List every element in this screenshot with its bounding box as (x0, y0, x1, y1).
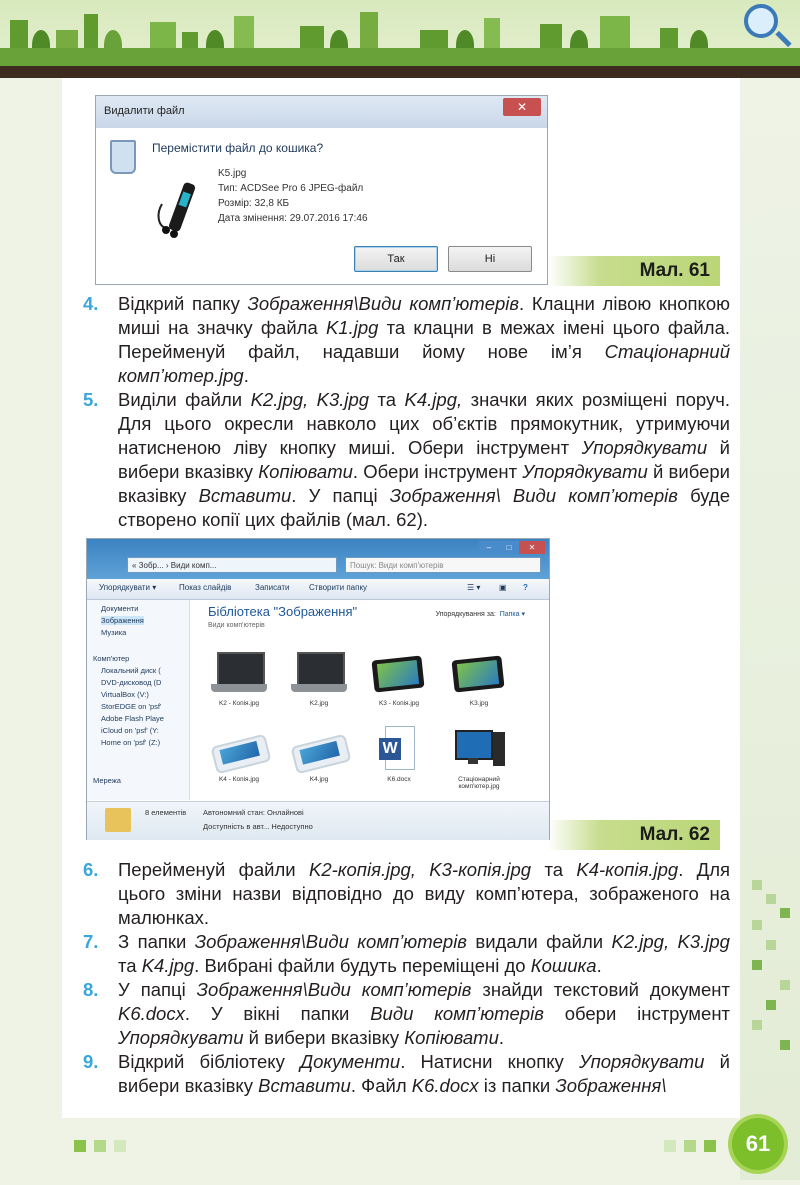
maximize-icon[interactable]: □ (499, 541, 519, 554)
file-area (190, 600, 549, 800)
file-date: Дата змінення: 29.07.2016 17:46 (218, 213, 368, 224)
file-label: Стаціонарний комп'ютер.jpg (458, 776, 500, 790)
slideshow-button[interactable]: Показ слайдів (179, 583, 232, 592)
no-button[interactable]: Ні (448, 246, 532, 272)
step-text: K2.jpg, K3.jpg (250, 389, 370, 410)
help-icon[interactable]: ? (523, 583, 528, 592)
side-decoration (740, 80, 800, 1180)
step-text: значки яких розміщені поруч. Для цього окресли навколо цих об’єктів прямокутник, утримуючи натисненою ліву кнопку миші. Обери інструмент (118, 389, 730, 458)
step-text: Упорядкувати (522, 461, 648, 482)
tablet-icon (451, 650, 507, 696)
minimize-icon[interactable]: – (479, 541, 499, 554)
step-text: Зображення\ (555, 1075, 667, 1096)
organize-button[interactable]: Упорядкувати ▾ (99, 583, 157, 592)
address-bar[interactable]: « Зобр... › Види комп... (127, 557, 337, 573)
step-text: K1.jpg (325, 317, 379, 338)
file-label: K2 - Копія.jpg (218, 700, 260, 707)
file-item[interactable] (364, 726, 434, 783)
nav-item-home[interactable]: Home on 'psf' (Z:) (101, 738, 161, 747)
nav-item-virtualbox[interactable]: VirtualBox (V:) (101, 690, 149, 699)
library-subtitle: Види комп'ютерів (208, 622, 265, 629)
explorer-window (86, 538, 550, 840)
step-text: Упорядкувати (581, 437, 708, 458)
step-number: 5. (83, 389, 99, 410)
step-number: 7. (83, 931, 99, 952)
step-text: Зображення\Види комп’ютерів (247, 293, 520, 314)
step-text: Відкрий папку (118, 293, 248, 314)
search-input[interactable]: Пошук: Види комп'ютерів (345, 557, 541, 573)
delete-file-dialog (95, 95, 548, 285)
step-text: Вставити (198, 485, 292, 506)
new-folder-button[interactable]: Створити папку (309, 583, 368, 592)
file-info (218, 166, 368, 226)
dialog-title: Видалити файл (104, 105, 185, 117)
yes-button[interactable]: Так (354, 246, 438, 272)
step-text: знайди текстовий документ (471, 979, 731, 1000)
nav-item-computer[interactable]: Комп'ютер (93, 654, 130, 663)
step-text: обери інструмент (543, 1003, 731, 1024)
step-text: та (369, 389, 405, 410)
step-text: У папці (118, 979, 197, 1000)
steps-block-1 (80, 292, 730, 532)
step-text: . Для цього зміни назви відповідно до виду комп’ютера, зображеного на малюнках. (118, 859, 731, 928)
figure-61-caption (548, 256, 720, 286)
file-type: Тип: ACDSee Pro 6 JPEG-файл (218, 183, 364, 194)
step-text: . (243, 365, 249, 386)
explorer-titlebar (87, 539, 549, 579)
file-label: K4.jpg (309, 776, 329, 783)
preview-pane-icon[interactable]: ▣ (499, 583, 507, 592)
explorer-toolbar (87, 579, 549, 600)
step-7 (80, 930, 730, 978)
header-decoration (0, 0, 800, 78)
step-text: Зображення\Види комп’ютерів (194, 931, 467, 952)
step-text: та клацни в межах імені цього файла. Перейменуй файл, надавши йому нове ім’я (118, 317, 730, 362)
footer-square (114, 1140, 126, 1152)
navigation-pane (87, 600, 190, 800)
figure-62-caption (548, 820, 720, 850)
nav-item-local-disk[interactable]: Локальний диск ( (101, 666, 161, 675)
nav-item-adobe[interactable]: Adobe Flash Playe (101, 714, 164, 723)
arrange-value[interactable]: Папка ▾ (499, 611, 525, 618)
step-text: Зображення\Види комп’ютерів (196, 979, 472, 1000)
file-label: K3.jpg (469, 700, 489, 707)
step-6 (80, 858, 730, 930)
step-text: . У папці (291, 485, 390, 506)
dialog-titlebar (96, 96, 547, 128)
step-text: Види комп’ютерів (370, 1003, 544, 1024)
footer-square (664, 1140, 676, 1152)
file-thumbnail-icon (154, 164, 214, 244)
step-text: З папки (118, 931, 195, 952)
step-number: 6. (83, 859, 99, 880)
close-icon[interactable]: ✕ (519, 541, 545, 554)
step-text: . Клацни лівою кнопкою миші на значку файла (118, 293, 730, 338)
step-text: буде створено копії цих файлів (мал. 62). (118, 485, 730, 530)
burn-button[interactable]: Записати (255, 583, 290, 592)
step-text: Упорядкувати (118, 1027, 244, 1048)
step-text: . Обери інструмент (352, 461, 523, 482)
phone-icon (291, 726, 347, 772)
step-text: . (498, 1027, 505, 1048)
file-label: K2.jpg (309, 700, 329, 707)
step-text: K2-копія.jpg, K3-копія.jpg (308, 859, 532, 880)
close-icon[interactable]: ✕ (503, 98, 541, 116)
step-text: K2.jpg, K3.jpg (611, 931, 730, 952)
nav-item-music[interactable]: Музика (101, 628, 127, 637)
step-text: K4.jpg (141, 955, 195, 976)
step-text: . У вікні папки (184, 1003, 371, 1024)
figure-61-caption-text: Мал. 61 (639, 260, 710, 281)
file-label: K3 - Копія.jpg (378, 700, 420, 707)
file-item[interactable] (284, 650, 354, 707)
arrange-label: Упорядкування за: (435, 611, 496, 618)
step-number: 4. (83, 293, 99, 314)
figure-62-caption-text: Мал. 62 (639, 824, 710, 845)
step-text: й вибери вказівку (118, 437, 730, 482)
file-label: K4 - Копія.jpg (218, 776, 260, 783)
footer-square (704, 1140, 716, 1152)
nav-item-icloud[interactable]: iCloud on 'psf' (Y: (101, 726, 159, 735)
step-text: . Файл (350, 1075, 412, 1096)
file-item[interactable] (204, 726, 274, 783)
step-text: Стаціонарний комп’ютер.jpg (118, 341, 730, 386)
library-title: Бібліотека "Зображення" (208, 604, 358, 619)
nav-item-dvd[interactable]: DVD-дисковод (D (101, 678, 162, 687)
phone-icon (211, 726, 267, 772)
file-item[interactable] (364, 650, 434, 707)
step-9 (80, 1050, 730, 1098)
step-text: . Натисни кнопку (400, 1051, 579, 1072)
file-item[interactable] (444, 726, 514, 790)
file-size: Розмір: 32,8 КБ (218, 198, 290, 209)
magnifier-icon (744, 4, 778, 38)
file-item[interactable] (444, 650, 514, 707)
dialog-question: Перемістити файл до кошика? (152, 141, 324, 155)
recycle-bin-icon (110, 140, 136, 174)
view-icon[interactable]: ☰ ▾ (467, 583, 481, 592)
nav-item-documents[interactable]: Документи (101, 604, 139, 613)
step-text: Упорядкувати (578, 1051, 705, 1072)
step-text: K4.jpg, (404, 389, 463, 410)
nav-item-pictures[interactable]: Зображення (101, 616, 144, 625)
step-text: із папки (478, 1075, 556, 1096)
footer-square (684, 1140, 696, 1152)
file-name: K5.jpg (218, 168, 247, 179)
tablet-icon (371, 650, 427, 696)
step-text: Кошика (530, 955, 597, 976)
nav-item-network[interactable]: Мережа (93, 776, 121, 785)
file-label: K6.docx (387, 776, 411, 783)
step-8 (80, 978, 730, 1050)
step-text: Виділи файли (118, 389, 251, 410)
step-text: . (596, 955, 602, 976)
status-count: 8 елементів (145, 808, 187, 817)
step-text: Документи (300, 1051, 401, 1072)
arrange-by[interactable] (436, 610, 525, 618)
step-text: Вставити (258, 1075, 351, 1096)
file-item[interactable] (204, 650, 274, 707)
laptop-icon (291, 650, 347, 696)
step-text: й вибери вказівку (118, 461, 731, 506)
step-text: Відкрий бібліотеку (118, 1051, 301, 1072)
footer-square (74, 1140, 86, 1152)
step-text: видали файли (466, 931, 612, 952)
file-item[interactable] (284, 726, 354, 783)
step-text: K6.docx (118, 1003, 185, 1024)
step-text: Зображення\ Види комп’ютерів (389, 485, 678, 506)
step-4 (80, 292, 730, 388)
desktop-computer-icon (451, 726, 507, 772)
step-number: 8. (83, 979, 99, 1000)
status-offline: Автономний стан: Онлайнові (203, 808, 304, 817)
step-text: Копіювати (404, 1027, 499, 1048)
step-text: й вибери вказівку (118, 1051, 730, 1096)
word-document-icon: W (371, 726, 427, 772)
page-number: 61 (732, 1118, 784, 1170)
step-text: та (531, 859, 577, 880)
steps-block-2 (80, 858, 730, 1098)
step-text: K6.docx (411, 1075, 479, 1096)
step-text: K4-копія.jpg (576, 859, 679, 880)
footer-square (94, 1140, 106, 1152)
step-text: Копіювати (258, 461, 353, 482)
status-bar (87, 801, 549, 840)
step-text: . Вибрані файли будуть переміщені до (194, 955, 531, 976)
step-text: та (118, 955, 142, 976)
step-number: 9. (83, 1051, 99, 1072)
step-text: Перейменуй файли (118, 859, 309, 880)
step-text: й вибери вказівку (243, 1027, 405, 1048)
laptop-icon (211, 650, 267, 696)
folder-icon (105, 808, 131, 832)
step-5 (80, 388, 730, 532)
status-access: Доступність в авт... Недоступно (203, 822, 313, 831)
nav-item-storedge[interactable]: StorEDGE on 'psf' (101, 702, 162, 711)
